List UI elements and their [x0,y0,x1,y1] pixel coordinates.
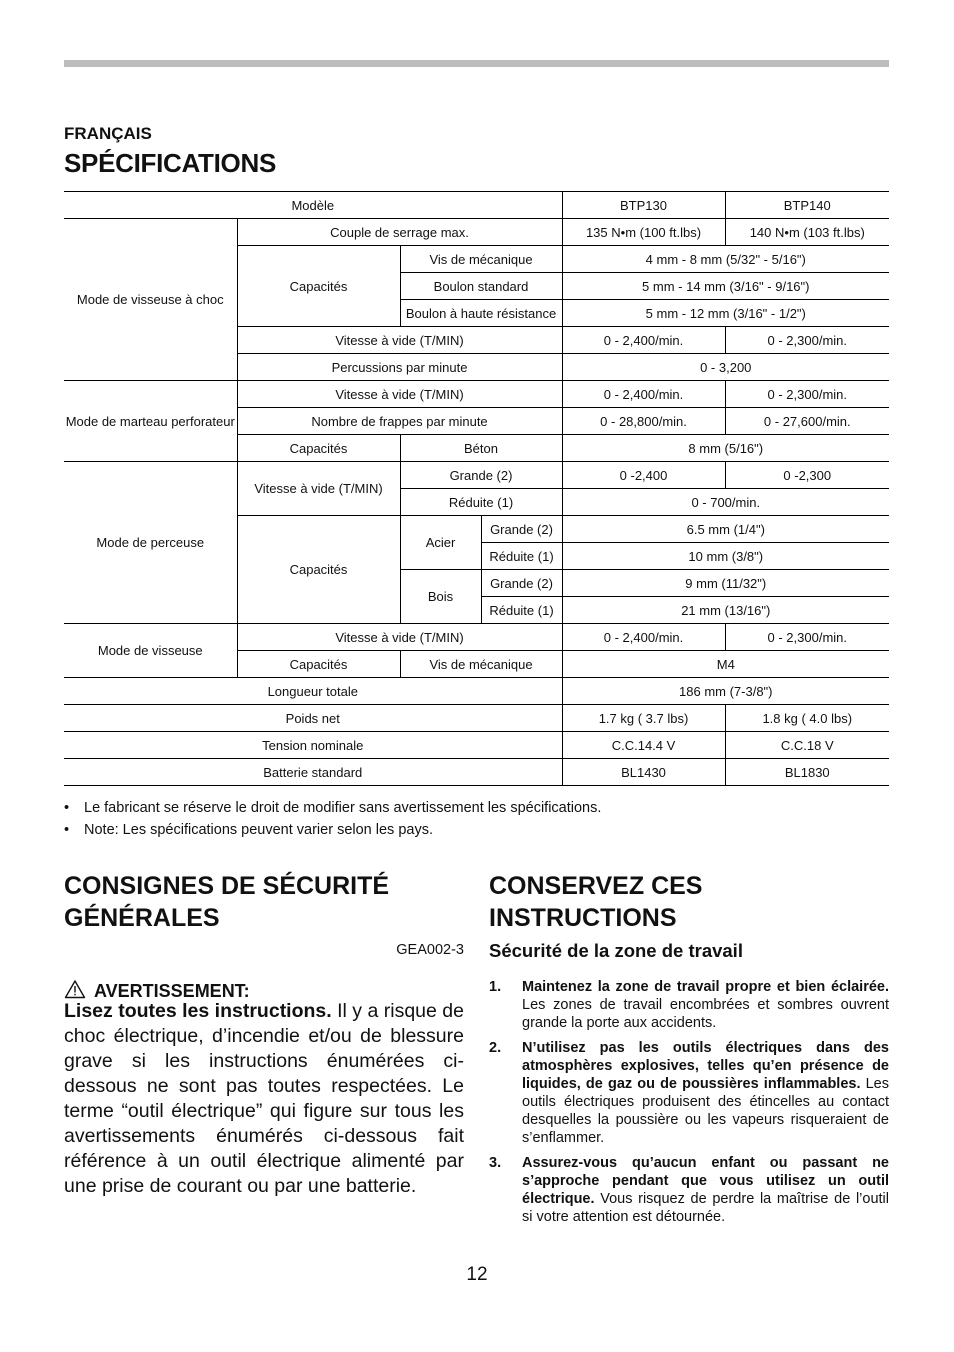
spec-cell: Capacités [237,246,400,327]
spec-cell: 0 -2,300 [725,462,889,489]
spec-cell: Bois [400,570,481,624]
spec-cell: BTP130 [562,192,725,219]
spec-cell: 186 mm (7-3/8") [562,678,889,705]
spec-cell: 0 - 2,400/min. [562,624,725,651]
list-item [489,1154,889,1226]
item-bold: Maintenez la zone de travail propre et bien éclairée. [522,979,889,995]
document-code: GEA002-3 [396,942,464,958]
spec-cell: Capacités [237,651,400,678]
spec-cell: Batterie standard [64,759,562,786]
spec-cell: C.C.18 V [725,732,889,759]
spec-cell: BTP140 [725,192,889,219]
item-number: 1. [489,979,502,995]
spec-cell: Longueur totale [64,678,562,705]
spec-cell: Capacités [237,516,400,624]
spec-cell: 0 - 3,200 [562,354,889,381]
spec-cell: 0 - 2,400/min. [562,327,725,354]
spec-cell: Réduite (1) [481,543,562,570]
spec-cell: 135 N•m (100 ft.lbs) [562,219,725,246]
spec-cell: 0 -2,400 [562,462,725,489]
safety-title: CONSIGNES DE SÉCURITÉ GÉNÉRALES [64,872,390,932]
item-text: Les outils électriques produisent des étincelles au contact desquelles la poussière ou les vapeurs risqueraient de s’enflammer. [522,1076,889,1146]
spec-cell: Nombre de frappes par minute [237,408,562,435]
spec-cell: 5 mm - 14 mm (3/16" - 9/16") [562,273,889,300]
spec-cell: BL1830 [725,759,889,786]
spec-cell: 0 - 2,300/min. [725,381,889,408]
spec-cell: Vis de mécanique [400,651,562,678]
warning-label: AVERTISSEMENT: [94,981,250,1001]
list-item [489,1039,889,1147]
spec-cell: 5 mm - 12 mm (3/16" - 1/2") [562,300,889,327]
spec-cell: Réduite (1) [481,597,562,624]
page-title: SPÉCIFICATIONS [64,148,277,178]
table-row [64,624,889,651]
keep-instructions-title: CONSERVEZ CES INSTRUCTIONS [489,872,703,932]
spec-cell: 10 mm (3/8") [562,543,889,570]
item-number: 3. [489,1155,502,1171]
spec-cell: Couple de serrage max. [237,219,562,246]
spec-cell: Vis de mécanique [400,246,562,273]
spec-cell: Vitesse à vide (T/MIN) [237,381,562,408]
header-rule [64,60,889,67]
spec-cell: Mode de visseuse à choc [64,219,237,381]
spec-cell: Modèle [64,192,562,219]
table-row [64,219,889,246]
specifications-table [64,191,889,786]
list-item: • Note: Les spécifications peuvent varier selon les pays. [64,819,601,841]
safety-lead-bold: Lisez toutes les instructions. [64,1000,332,1022]
spec-cell: Grande (2) [400,462,562,489]
spec-cell: M4 [562,651,889,678]
spec-cell: 0 - 27,600/min. [725,408,889,435]
spec-cell: Boulon à haute résistance [400,300,562,327]
safety-lead-text: Il y a risque de choc électrique, d’incendie et/ou de blessure grave si les instructions énumérées ci-dessous ne sont pas toutes respectées. Le terme “outil électrique” qui figure sur tous les avertissements énumérés ci-dessous fait référence à un outil électrique alimenté par une prise de courant ou par une batterie. [64,1000,464,1197]
item-text: Vous risquez de perdre la maîtrise de l’outil si votre attention est détournée. [522,1191,889,1225]
spec-cell: 140 N•m (103 ft.lbs) [725,219,889,246]
safety-paragraph [64,999,464,1199]
spec-cell: 0 - 28,800/min. [562,408,725,435]
table-row [64,705,889,732]
language-label: FRANÇAIS [64,124,152,143]
list-item: • Le fabricant se réserve le droit de modifier sans avertissement les spécifications. [64,797,601,819]
table-row [64,462,889,489]
table-row [64,759,889,786]
spec-cell: Béton [400,435,562,462]
item-bold: N’utilisez pas les outils électriques dans des atmosphères explosives, telles qu’en présence de liquides, de gaz ou de poussières inflammables. [522,1040,889,1092]
item-text: Les zones de travail encombrées et sombres ouvrent grande la porte aux accidents. [522,997,889,1031]
spec-cell: 0 - 2,400/min. [562,381,725,408]
item-bold: Assurez-vous qu’aucun enfant ou passant ne s’approche pendant que vous utilisez un outil électrique. [522,1155,889,1207]
list-item [489,978,889,1032]
spec-cell: 1.8 kg ( 4.0 lbs) [725,705,889,732]
table-row [64,732,889,759]
spec-cell: Tension nominale [64,732,562,759]
spec-cell: Mode de marteau perforateur [64,381,237,462]
spec-cell: Mode de visseuse [64,624,237,678]
spec-cell: Poids net [64,705,562,732]
item-number: 2. [489,1040,502,1056]
table-row [64,381,889,408]
page-number: 12 [466,1264,488,1285]
spec-cell: C.C.14.4 V [562,732,725,759]
spec-cell: Grande (2) [481,516,562,543]
table-row [64,678,889,705]
spec-cell: BL1430 [562,759,725,786]
section-subtitle: Sécurité de la zone de travail [489,940,743,961]
spec-cell: 1.7 kg ( 3.7 lbs) [562,705,725,732]
spec-cell: 6.5 mm (1/4") [562,516,889,543]
spec-cell: Mode de perceuse [64,462,237,624]
spec-cell: Grande (2) [481,570,562,597]
spec-cell: 0 - 700/min. [562,489,889,516]
spec-cell: 8 mm (5/16") [562,435,889,462]
spec-cell: 21 mm (13/16") [562,597,889,624]
spec-cell: 0 - 2,300/min. [725,327,889,354]
spec-cell: 4 mm - 8 mm (5/32" - 5/16") [562,246,889,273]
spec-cell: Percussions par minute [237,354,562,381]
spec-cell: 0 - 2,300/min. [725,624,889,651]
safety-list [489,978,889,1233]
spec-cell: Vitesse à vide (T/MIN) [237,462,400,516]
table-row [64,192,889,219]
spec-cell: Acier [400,516,481,570]
spec-cell: Vitesse à vide (T/MIN) [237,327,562,354]
spec-cell: Vitesse à vide (T/MIN) [237,624,562,651]
spec-cell: Capacités [237,435,400,462]
spec-cell: Réduite (1) [400,489,562,516]
spec-cell: Boulon standard [400,273,562,300]
spec-notes [64,797,601,841]
spec-cell: 9 mm (11/32") [562,570,889,597]
